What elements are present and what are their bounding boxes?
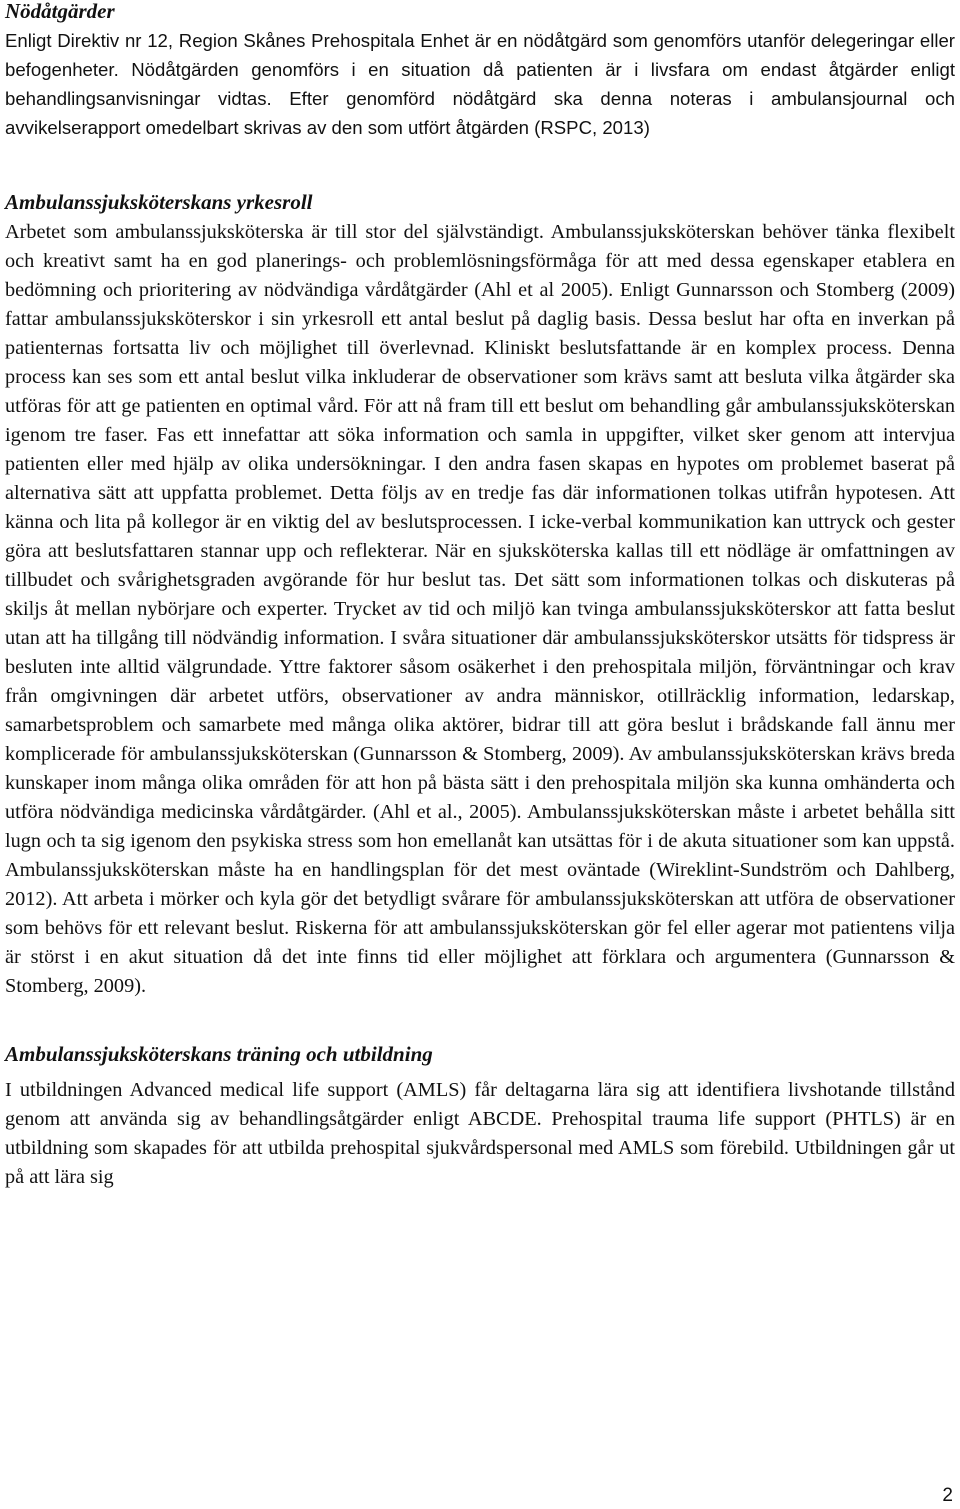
section-paragraph-yrkesroll: Arbetet som ambulanssjuksköterska är till stor del självständigt. Ambulanssjuksköterskan behöver tänka flexibelt och kreativt samt ha en god planerings- och problemlösningsförmåga för att med dessa egenskaper etablera en bedömning och prioritering av nödvändiga vårdåtgärder (Ahl et al 2005). Enligt Gunnarsson och Stomberg (2009) fattar ambulanssjuksköterskor i sin yrkesroll ett antal beslut på daglig basis. Dessa beslut har ofta en inverkan på patienternas fortsatta liv och möjlighet till överlevnad. Kliniskt beslutsfattande är en komplex process. Denna process kan ses som ett antal beslut vilka inkluderar de observationer som krävs samt att besluta vilka åtgärder ska utföras för att ge patienten en optimal vård. För att nå fram till ett beslut om behandling går ambulanssjuksköterskan igenom tre faser. Fas ett innefattar att söka information och samla in uppgifter, vilket sker genom att intervjua patienten eller med hjälp av olika undersökningar. I den andra fasen skapas en hypotes om problemet baserat på alternativa sätt att uppfatta problemet. Detta följs av en tredje fas där informationen tolkas utifrån hypotesen. Att känna och lita på kollegor är en viktig del av beslutsprocessen. I icke-verbal kommunikation kan uttryck och gester göra att beslutsfattaren stannar upp och reflekterar. När en sjuksköterska kallas till ett nödläge är omfattningen av tillbudet och svårighetsgraden avgörande för hur beslut tas. Det sätt som informationen tolkas och diskuteras på skiljs åt mellan nybörjare och experter. Trycket av tid och miljö kan tvinga ambulanssjuksköterskor att fatta beslut utan att ha tillgång till nödvändig information. I svåra situationer där ambulanssjuksköterskor utsätts för tidspress är besluten inte alltid välgrundade. Yttre faktorer såsom osäkerhet i den prehospitala miljön, förväntningar och krav från omgivningen där arbetet utförs, observationer av andra människor, otillräcklig information, ledarskap, samarbetsproblem och samarbete med många olika aktörer, bidrar till att göra beslut i brådskande fall ännu mer komplicerade för ambulanssjuksköterskan (Gunnarsson & Stomberg, 2009). Av ambulanssjuksköterskan krävs breda kunskaper inom många olika områden för att hon på bästa sätt i den prehospitala miljön ska kunna omhänderta och utföra nödvändiga medicinska vårdåtgärder. (Ahl et al., 2005). Ambulanssjuksköterskan måste i arbetet behålla sitt lugn och ta sig igenom den psykiska stress som hon emellanåt kan utsättas för i de akuta situationer som kan uppstå. Ambulanssjuksköterskan måste ha en handlingsplan för det mest oväntade (Wireklint-Sundström och Dahlberg, 2012). Att arbeta i mörker och kyla gör det betydligt svårare för ambulanssjuksköterskan att utföra de observationer som behövs för ett relevant beslut. Riskerna för att ambulanssjuksköterskan gör fel eller agerar mot patientens vilja är störst i en akut situation då det inte finns tid eller möjlighet att förklara och argumentera (Gunnarsson & Stomberg, 2009).: [5, 221, 955, 997]
section-heading-nodatgarder: Nödåtgärder: [5, 0, 115, 23]
section-paragraph-nodatgarder: Enligt Direktiv nr 12, Region Skånes Prehospitala Enhet är en nödåtgärd som genomförs utanför delegeringar eller befogenheter. Nödåtgärden genomförs i en situation då patienten är i livsfara om endast åtgärder enligt behandlingsanvisningar vidtas. Efter genomförd nödåtgärd ska denna noteras i ambulansjournal och avvikelserapport omedelbart skrivas av den som utfört åtgärden (RSPC, 2013): [5, 30, 955, 138]
document-page: [5, 0, 955, 1192]
section-heading-utbildning: Ambulanssjuksköterskans träning och utbildning: [5, 1042, 433, 1066]
page-number: 2: [942, 1485, 953, 1506]
section-paragraph-utbildning: I utbildningen Advanced medical life support (AMLS) får deltagarna lära sig att identifiera livshotande tillstånd genom att använda sig av behandlingsåtgärder enligt ABCDE. Prehospital trauma life support (PHTLS) är en utbildning som skapades för att utbilda prehospital sjukvårdspersonal med AMLS som förebild. Utbildningen går ut på att lära sig: [5, 1079, 955, 1188]
section-heading-yrkesroll: Ambulanssjuksköterskans yrkesroll: [5, 190, 313, 214]
